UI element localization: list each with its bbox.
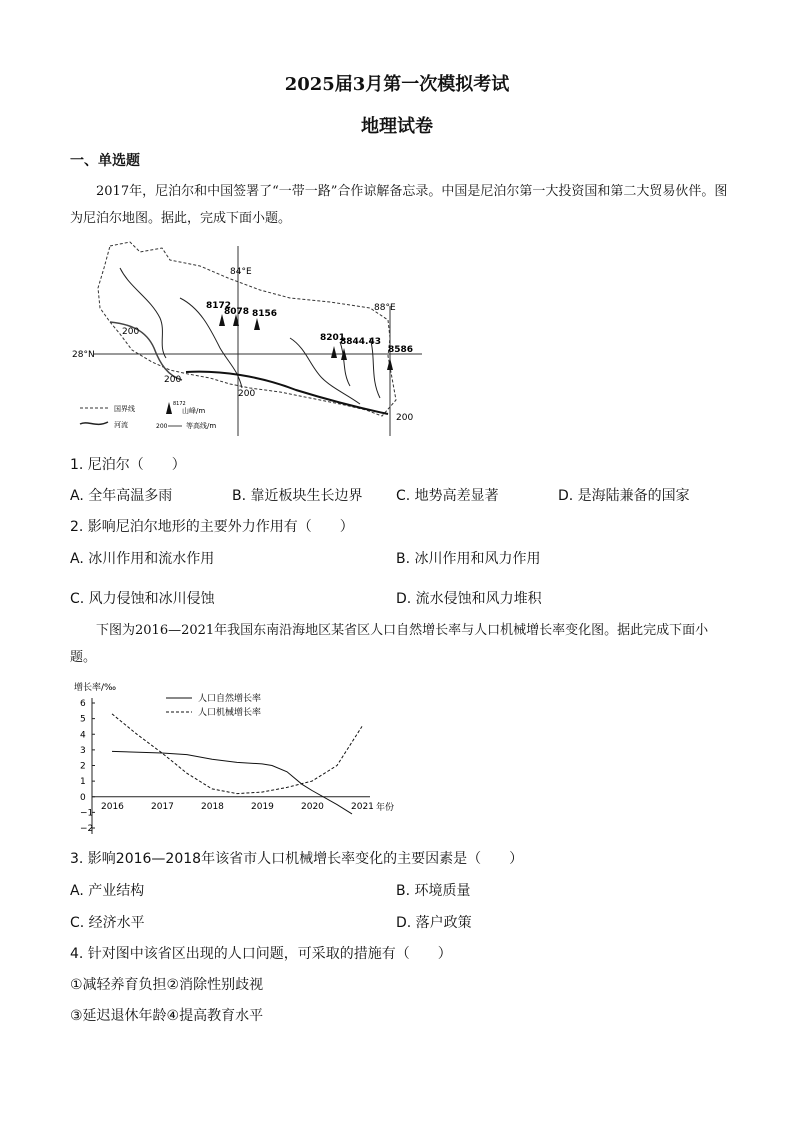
contour-line	[110, 322, 182, 380]
q2-option-c[interactable]: C. 风力侵蚀和冰川侵蚀	[70, 591, 215, 607]
y-tick-label: 6	[80, 699, 86, 709]
lat-28-label: 28°N	[72, 350, 95, 360]
q2-option-b[interactable]: B. 冰川作用和风力作用	[396, 551, 541, 567]
q1-option-a[interactable]: A. 全年高温多雨	[70, 488, 173, 504]
q3-option-a[interactable]: A. 产业结构	[70, 883, 145, 899]
river-4	[340, 342, 350, 386]
legend-mechanical: 人口机械增长率	[198, 708, 262, 718]
y-tick-label: 2	[80, 761, 86, 772]
contour-label-1: 200	[122, 327, 140, 337]
q2-option-a[interactable]: A. 冰川作用和流水作用	[70, 551, 215, 567]
legend-contour-sample: 200	[156, 423, 168, 430]
chart-ylabel: 增长率/‰	[74, 683, 117, 693]
river-1	[120, 268, 166, 358]
q4-choice-line-1: ①减轻养育负担②消除性别歧视	[70, 977, 264, 993]
q1-option-c[interactable]: C. 地势高差显著	[396, 488, 499, 504]
river-5	[370, 338, 380, 398]
q3-option-b[interactable]: B. 环境质量	[396, 883, 471, 899]
y-tick-label: 4	[80, 730, 86, 741]
q4-stem: 4. 针对图中该省区出现的人口问题，可采取的措施有（ ）	[70, 946, 452, 962]
population-chart	[70, 678, 420, 838]
exam-subtitle: 地理试卷	[361, 116, 433, 137]
q3-stem: 3. 影响2016—2018年该省市人口机械增长率变化的主要因素是（ ）	[70, 851, 524, 867]
passage-nepal: 2017年，尼泊尔和中国签署了“一带一路”合作谅解备忘录。中国是尼泊尔第一大投资国和第二大贸易伙伴。图为尼泊尔地图。据此，完成下面小题。	[70, 184, 728, 226]
y-tick-label: −2	[80, 824, 94, 834]
y-tick-label: 5	[80, 714, 86, 725]
x-tick-label: 2019	[251, 801, 274, 812]
q3-option-d[interactable]: D. 落户政策	[396, 915, 472, 931]
x-tick-label: 2018	[201, 801, 224, 812]
x-tick-label: 2017	[151, 801, 174, 812]
x-tick-label: 2020	[301, 801, 324, 812]
contour-label-2: 200	[164, 375, 182, 385]
legend-peak-sample: 8172	[173, 401, 186, 407]
q1-option-d[interactable]: D. 是海陆兼备的国家	[558, 488, 690, 504]
passage-population: 下图为2016—2021年我国东南沿海地区某省区人口自然增长率与人口机械增长率变化图。据此完成下面小题。	[70, 623, 709, 665]
peak-label-1: 8172	[206, 301, 232, 311]
peak-label-3: 8156	[252, 309, 278, 319]
y-tick-label: 0	[80, 792, 86, 803]
contour-label-4: 200	[396, 413, 414, 423]
q2-stem: 2. 影响尼泊尔地形的主要外力作用有（ ）	[70, 519, 354, 535]
legend-contour: 等高线/m	[186, 422, 217, 430]
y-tick-label: −1	[80, 808, 94, 819]
legend-peak-icon	[166, 402, 172, 414]
lon-88-label: 88°E	[374, 303, 396, 313]
legend-river: 河流	[114, 421, 128, 429]
river-main	[186, 372, 388, 414]
nepal-map	[70, 238, 430, 438]
exam-title: 2025届3月第一次模拟考试	[284, 74, 510, 95]
lon-84-label: 84°E	[230, 267, 252, 277]
peak-icon-3	[254, 318, 260, 330]
q3-option-c[interactable]: C. 经济水平	[70, 915, 145, 931]
legend-border: 国界线	[114, 405, 135, 413]
q1-stem: 1. 尼泊尔（ ）	[70, 457, 186, 473]
peak-icon-4	[331, 346, 337, 358]
q2-option-d[interactable]: D. 流水侵蚀和风力堆积	[396, 591, 542, 607]
series-mechanical-growth-line	[112, 714, 362, 794]
q4-choice-line-2: ③延迟退休年龄④提高教育水平	[70, 1008, 264, 1024]
q1-option-b[interactable]: B. 靠近板块生长边界	[232, 488, 363, 504]
section-heading: 一、单选题	[70, 153, 140, 169]
peak-label-4: 8201	[320, 333, 346, 343]
peak-label-2: 8078	[224, 307, 250, 317]
river-3	[290, 338, 360, 404]
chart-xlabel: 年份	[376, 803, 395, 813]
x-tick-label: 2021	[351, 801, 374, 812]
legend-natural: 人口自然增长率	[198, 694, 262, 704]
x-tick-label: 2016	[101, 801, 124, 812]
contour-label-3: 200	[238, 389, 256, 399]
peak-label-6: 8586	[388, 345, 414, 355]
legend-peak: 山峰/m	[182, 407, 206, 415]
peak-label-5: 8844.43	[340, 337, 381, 347]
y-tick-label: 3	[80, 745, 86, 756]
legend-river-sample	[80, 422, 108, 424]
peak-icon-6	[387, 358, 393, 370]
y-tick-label: 1	[80, 777, 86, 788]
